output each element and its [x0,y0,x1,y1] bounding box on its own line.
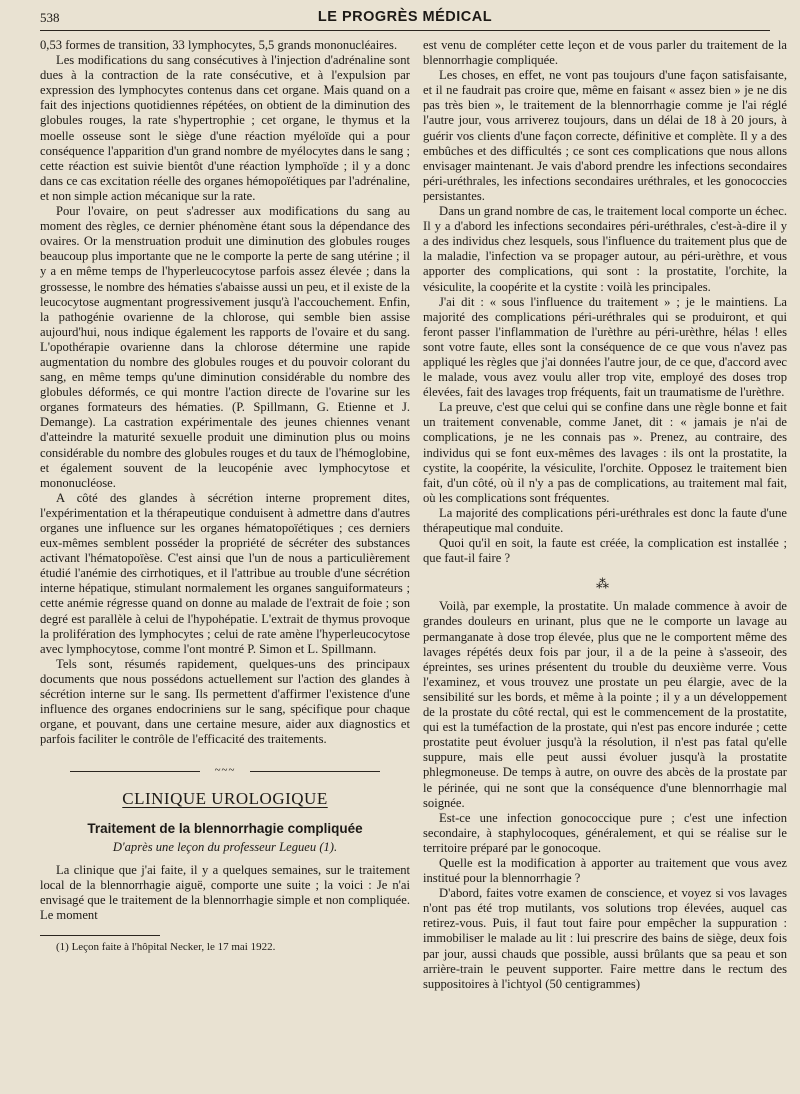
paragraph: est venu de compléter cette leçon et de vous parler du traitement de la blennorrhagie compliquée. [423,38,787,68]
paragraph: Quoi qu'il en soit, la faute est créée, la complication est installée ; que faut-il faire ? [423,536,787,566]
paragraph: Les modifications du sang consécutives à l'injection d'adrénaline sont dues à la contraction de la rate consécutive, et à l'expulsion par expression des lymphocytes contenus dans cet organe. Mais quand on a fait des injections quotidiennes répétées, on obtient de la diminution des globules rouges, la rate s'hypertrophie ; cet organe, le thymus et la moelle osseuse sont le siège d'une réaction myéloïde qui a pour conséquence l'apparition d'un grand nombre de myélocytes dans le sang ; cette réaction est suivie bientôt d'une réaction lymphoïde ; il y a donc dans ce cas excitation réelle des organes hémopoïétiques par l'adrénaline, et non simple action mécanique sur la rate. [40,53,410,203]
paragraph: Dans un grand nombre de cas, le traitement local comporte un échec. Il y a d'abord les infections secondaires péri-uréthrales, c'est-à-dire il y a des individus chez lesquels, sous l'influence du traitement plus que de la maladie, l'infection va se propager autour, au péri-urèthre, et vous apporter des complications, qui sont : la prostatite, l'orchite, la vésiculite, la coopérite et la cystite : voilà les principales. [423,204,787,294]
paragraph: La preuve, c'est que celui qui se confine dans une règle bonne et fait un traitement convenable, comme Janet, dit : « jamais je n'ai de complications, je ne les connais pas ». Prenez, au contraire, des individus qui se font eux-mêmes des lavages : ils ont la prostatite, la cystite, la coopérite, la vésiculite, l'orchite. Opposez le traitement bien fait, d'un côté, où il n'y a pas de complications, au traitement mal fait, où les complications sont fréquentes. [423,400,787,505]
paragraph: La clinique que j'ai faite, il y a quelques semaines, sur le traitement local de la blennorrhagie aiguë, comporte une suite ; la voici : Je n'ai envisagé que le traitement de la blennorrhagie simple et non compliquée. Le moment [40,862,410,922]
paragraph: Quelle est la modification à apporter au traitement que vous avez institué pour la blennorrhagie ? [423,855,787,886]
section-heading: CLINIQUE UROLOGIQUE [122,789,328,809]
article-title: Traitement de la blennorrhagie compliquée [87,820,363,836]
paragraph: La majorité des complications péri-uréthrales est donc la faute d'une thérapeutique mal conduite. [423,505,787,535]
paragraph: Les choses, en effet, ne vont pas toujours d'une façon satisfaisante, et il ne faudrait pas croire que, même en faisant « assez bien » je ne dis pas très bien », le traitement de la blennorrhagie comme je l'ai réglé l'autre jour, vous arriverez toujours, dans un délai de 18 à 20 jours, à guérir vos clients d'une façon correcte, définitive et complète. Il y a des embûches et des difficultés ; ce sont ces complications que nous allons envisager maintenant. Je vais d'abord prendre les infections secondaires péri-uréthrales, les infections secondaires uréthrales, et les gonococcies persistantes. [423,68,787,203]
paragraph: 0,53 formes de transition, 33 lymphocytes, 5,5 grands mononucléaires. [40,38,398,52]
paragraph: Voilà, par exemple, la prostatite. Un malade commence à avoir de grandes douleurs en urinant, plus que ne le comporte un lavage au permanganate à dose trop élevée, plus que ne le comportent même des lavages répétés deux fois par jour, il a de la peine à s'asseoir, des épreintes, ses urines présentent du trouble du deuxième verre. Vous l'examinez, et vous trouvez une prostate un peu élargie, avec de la sensibilité sur les bords, et même à la pointe ; il y a un développement de la prostate du côté rectal, qui est le commencement de la prostatite, qui est la tuméfaction de la prostate, qui n'est pas encore indurée ; cette prostatite peut évoluer jusqu'à la résolution, il n'est pas fatal qu'elle suppure, mais elle peut aussi évoluer jusqu'à la prostatite phlegmoneuse. De temps à autre, on ouvre des abcès de la prostate par le périnée, qui ne sont que la conséquence d'une blennorrhagie mal soignée. [423,599,787,810]
journal-title: LE PROGRÈS MÉDICAL [317,9,493,25]
footnote: (1) Leçon faite à l'hôpital Necker, le 17 mai 1922. [56,941,276,954]
left-column [40,38,410,955]
paragraph: Est-ce une infection gonococcique pure ; c'est une infection secondaire, à staphylocoques, généralement, et qui se réalise sur le territoire préparé par le gonocoque. [423,810,787,855]
page-number: 538 [40,10,60,25]
paragraph: A côté des glandes à sécrétion interne proprement dites, l'expérimentation et la thérapeutique conduisent à admettre dans d'autres organes une influence sur les organes hématopoïétiques ; ces derniers eux-mêmes semblent posséder la propriété de sécréter des substances activant l'hématopoïèse. C'est ainsi que l'un de nous a particulièrement étudié l'anémie des cirrhotiques, et il l'attribue au trouble d'une sécrétion interne hépatique, stimulant normalement les organes sanguiformateurs ; cette anémie régresse quand on donne au malade de l'extrait de foie ; son degré est parallèle à celui de l'hypohépatie. L'extrait de thymus provoque la prolifération des lymphocytes ; celui de rate amène l'hyperleucocytose avec lymphocytose, comme l'ont montré P. Simon et L. Spillmann. [40,490,410,656]
footnote-rule [40,935,160,936]
paragraph: Pour l'ovaire, on peut s'adresser aux modifications du sang au moment des règles, ce dernier phénomène étant sous la dépendance des ovaires. Or la menstruation produit une diminution des globules rouges beaucoup plus importante que ne le comporte la perte de sang utérine ; il y a en même temps de l'hyperleucocytose parfois assez élevée ; dans la grossesse, le nombre des hématies s'abaisse aussi un peu, et il existe de la leucocytose augmentant progressivement jusqu'à l'accouchement. Enfin, la pathogénie ovarienne de la chlorose, qui semble bien assise aujourd'hui, nous indique également les rapports de l'ovaire et du sang. L'opothérapie ovarienne dans la chlorose détermine une rapide augmentation du nombre des globules rouges et du pouvoir colorant du sang, en même temps qu'une diminution considérable du nombre des globules déformés, ce qui montre l'action directe de l'ovarine sur les organes formateurs des hématies. (P. Spillmann, G. Etienne et J. Demange). La castration expérimentale des jeunes chiennes venant d'atteindre la maturité sexuelle produit une diminution plus ou moins considérable du nombre des globules rouges et du taux de l'hémoglobine, et également souvent de la leucopénie avec lymphocytose et mononucléose. [40,204,410,490]
section-ornament: ~~~ [70,765,380,777]
running-head [40,8,770,31]
paragraph: D'abord, faites votre examen de conscience, et voyez si vos lavages n'ont pas été trop mutilants, vos solutions trop élevées, auquel cas retirez-vous. Puis, il faut tout faire pour empêcher la suppuration : immobiliser le malade au lit : lui prescrire des bains de siège, deux fois par jour, aussi chauds que possible, aussi brûlants que sa peau et son arrière-train le peuvent supporter. Faire mettre dans le rectum des suppositoires à l'ichtyol (50 centigrammes) [423,886,787,991]
paragraph: J'ai dit : « sous l'influence du traitement » ; je le maintiens. La majorité des complications péri-uréthrales qui se produiront, et qui feront passer l'inflammation de l'urèthre au péri-urèthre, hélas ! elles sont votre faute, elles sont la conséquence de ce que vous n'avez pas appliqué les règles que j'ai données l'autre jour, de ce que, d'accord avec le malade, vous avez voulu aller trop vite, employé des doses trop élevées, fait des lavages trop fréquents, fait un traumatisme de l'urèthre. [423,294,787,400]
right-column [423,38,787,992]
article-byline: D'après une leçon du professeur Legueu (1). [112,839,338,854]
paragraph: Tels sont, résumés rapidement, quelques-uns des principaux documents que nous possédons actuellement sur l'action des glandes à sécrétion interne sur le sang. Ils permettent d'affirmer l'existence d'une influence des organes endocriniens sur le sang, spécifique pour chaque organe, et pouvant, dans une certaine mesure, aider aux diagnostics et parfois faciliter le contrôle de l'efficacité des traitements. [40,656,410,747]
asterism-separator: ⁂ [596,576,614,592]
